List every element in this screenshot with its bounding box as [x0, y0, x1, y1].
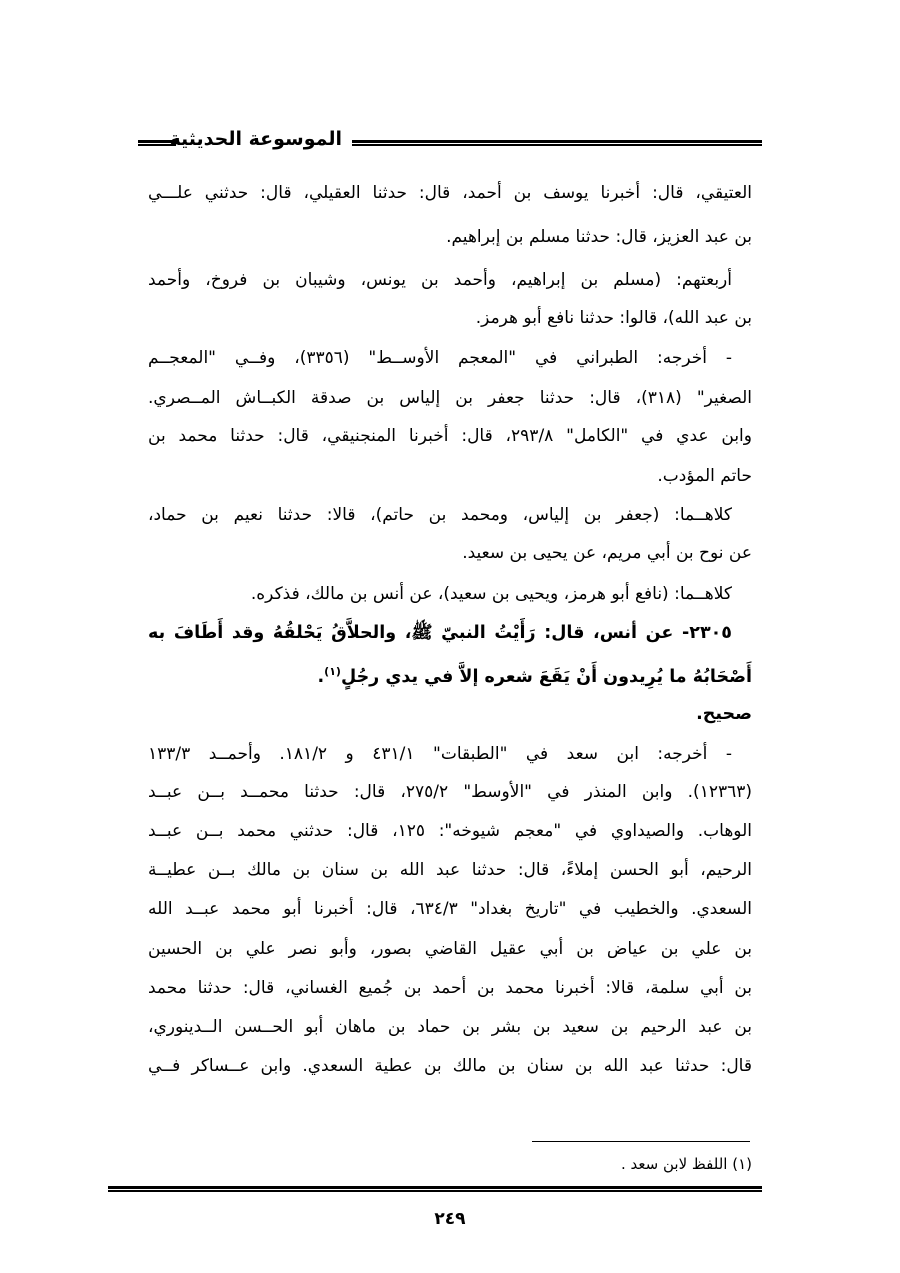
- header-title: الموسوعة الحديثية: [169, 128, 342, 150]
- text-line: بن عبد الله)، قالوا: حدثنا نافع أبو هرمز.: [475, 308, 752, 328]
- text-line: - أخرجه: الطبراني في "المعجم الأوســط" (٣٣٥٦)، وفــي "المعجــم: [148, 348, 732, 368]
- text-line: بن أبي سلمة، قالا: أخبرنا محمد بن أحمد بن جُميع الغساني، قال: حدثنا محمد: [148, 978, 752, 998]
- text-line: وابن عدي في "الكامل" ٢٩٣/٨، قال: أخبرنا المنجنيقي، قال: حدثنا محمد بن: [148, 426, 752, 446]
- text-line: الرحيم، أبو الحسن إملاءً، قال: حدثنا عبد الله بن سنان بن مالك بــن عطيــة: [148, 860, 752, 880]
- footer-rule: [108, 1186, 762, 1192]
- running-header: [138, 128, 762, 158]
- header-rule-right: [352, 140, 762, 146]
- footnote-marker: (١): [324, 665, 341, 678]
- text-line: كلاهــما: (جعفر بن إلياس، ومحمد بن حاتم)، قالا: حدثنا نعيم بن حماد،: [148, 505, 732, 525]
- text-line: عن نوح بن أبي مريم، عن يحيى بن سعيد.: [462, 543, 752, 563]
- hadith-text-end: [148, 660, 752, 689]
- period: .: [317, 666, 325, 687]
- footnote: (١) اللفظ لابن سعد .: [621, 1155, 752, 1173]
- text-line: حاتم المؤدب.: [657, 466, 752, 486]
- hadith-text: ٢٣٠٥- عن أنس، قال: رَأَيْتُ النبيّ ﷺ، والحلاَّقُ يَحْلقُهُ وقد أَطَافَ به: [148, 623, 732, 643]
- text-line: (١٢٣٦٣). وابن المنذر في "الأوسط" ٢٧٥/٢، قال: حدثنا محمــد بــن عبــد: [148, 782, 752, 802]
- text-line: الصغير" (٣١٨)، قال: حدثنا جعفر بن إلياس بن صدقة الكبــاش المــصري.: [148, 388, 753, 408]
- text-line: بن علي بن عياض بن أبي عقيل القاضي بصور، وأبو نصر علي بن الحسين: [148, 939, 752, 959]
- text-line: السعدي. والخطيب في "تاريخ بغداد" ٦٣٤/٣، قال: أخبرنا أبو محمد عبــد الله: [148, 899, 752, 919]
- text-line: - أخرجه: ابن سعد في "الطبقات" ٤٣١/١ و ١٨١/٢. وأحمــد ١٣٣/٣: [148, 744, 732, 764]
- text-line: العتيقي، قال: أخبرنا يوسف بن أحمد، قال: حدثنا العقيلي، قال: حدثني علـــي: [148, 183, 752, 203]
- page-number: ٢٤٩: [434, 1209, 466, 1229]
- footnote-separator: [532, 1141, 750, 1142]
- text-line: بن عبد الرحيم بن سعيد بن بشر بن حماد بن ماهان أبو الحــسن الــدينوري،: [148, 1017, 752, 1037]
- text-line: قال: حدثنا عبد الله بن سنان بن مالك بن عطية السعدي. وابن عــساكر فــي: [148, 1056, 752, 1076]
- text-line: الوهاب. والصيداوي في "معجم شيوخه": ١٢٥، قال: حدثني محمد بــن عبــد: [148, 821, 752, 841]
- text-line: بن عبد العزيز، قال: حدثنا مسلم بن إبراهيم.: [446, 227, 752, 247]
- text-line: كلاهــما: (نافع أبو هرمز، ويحيى بن سعيد)، عن أنس بن مالك، فذكره.: [250, 584, 732, 604]
- hadith-text: أَصْحَابُهُ ما يُرِيدون أَنْ يَقَعَ شعره إلاَّ في يدي رجُلٍ: [340, 666, 752, 687]
- text-line: أربعتهم: (مسلم بن إبراهيم، وأحمد بن يونس، وشيبان بن فروخ، وأحمد: [148, 270, 732, 290]
- grading: صحيح.: [696, 704, 752, 724]
